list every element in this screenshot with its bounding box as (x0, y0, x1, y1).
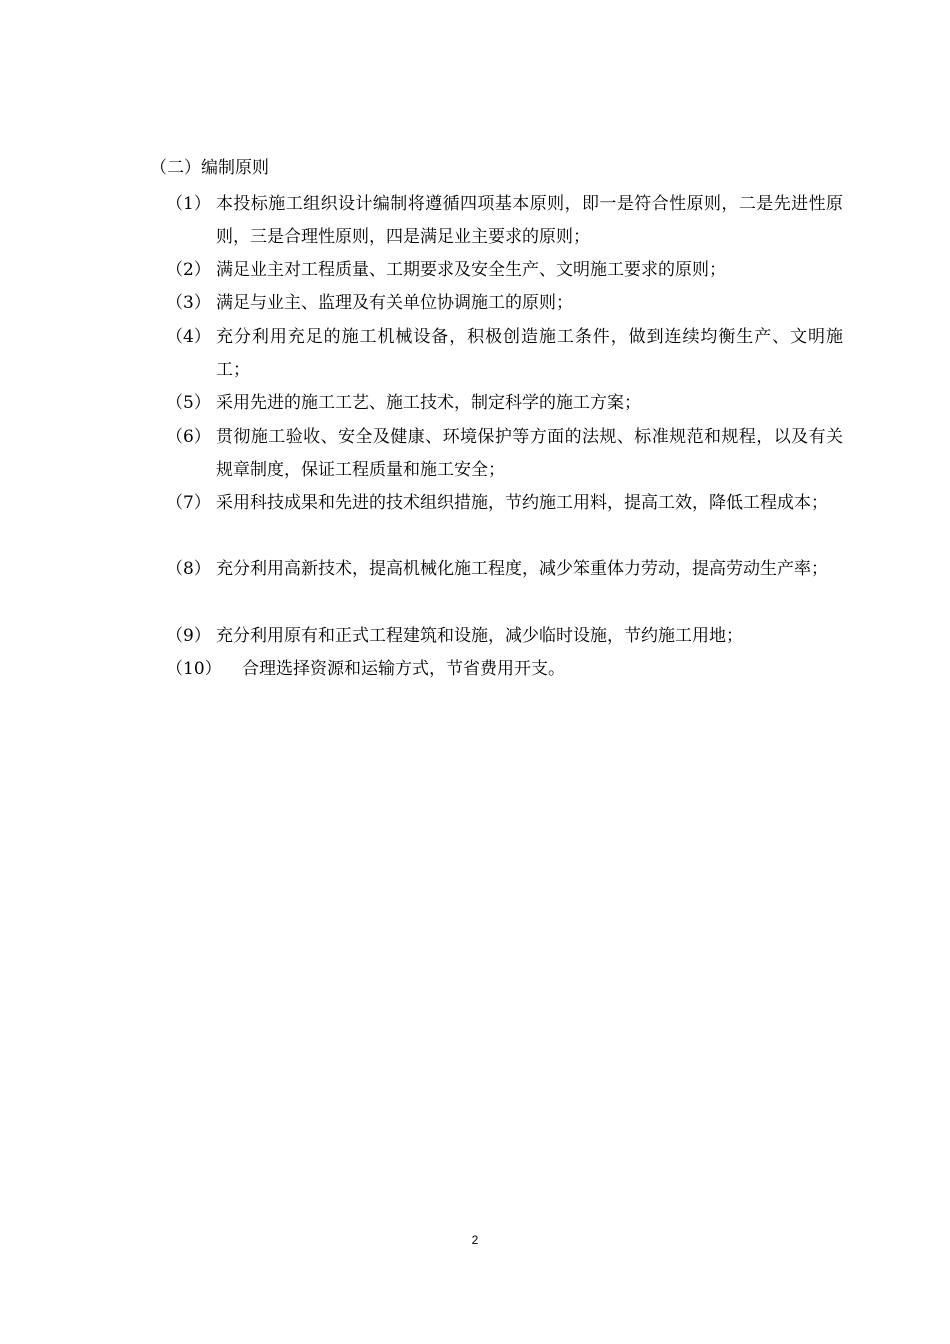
list-item-text: 满足业主对工程质量、工期要求及安全生产、文明施工要求的原则； (216, 260, 726, 280)
list-item-number: （10） (166, 659, 222, 679)
list-item (150, 620, 850, 653)
list-item-text: 充分利用原有和正式工程建筑和设施，减少临时设施，节约施工用地； (216, 626, 743, 646)
list-item-text: 采用先进的施工工艺、施工技术，制定科学的施工方案； (216, 393, 641, 413)
list-item-number: （3） (166, 293, 211, 313)
list-item-number: （5） (166, 393, 211, 413)
list-item-number: （6） (166, 427, 211, 447)
list-item-text: 采用科技成果和先进的技术组织措施，节约施工用料，提高工效，降低工程成本； (216, 493, 828, 513)
list-item-number: （8） (166, 559, 211, 579)
list-item (150, 188, 850, 254)
list-item-number: （1） (166, 194, 211, 214)
list-item-text: 充分利用高新技术，提高机械化施工程度，减少笨重体力劳动，提高劳动生产率； (216, 559, 828, 579)
list-item-number: （7） (166, 493, 211, 513)
list-item-text: 充分利用充足的施工机械设备，积极创造施工条件，做到连续均衡生产、文明施工； (216, 327, 843, 380)
list-item (150, 387, 850, 420)
list-item-number: （2） (166, 260, 211, 280)
list-item-text: 合理选择资源和运输方式，节省费用开支。 (242, 659, 565, 679)
list-item (150, 254, 850, 287)
list-item (150, 487, 850, 520)
list-item-number: （4） (166, 327, 211, 347)
list-item-text: 满足与业主、监理及有关单位协调施工的原则； (216, 293, 573, 313)
list-item (150, 321, 850, 387)
list-item-number: （9） (166, 626, 211, 646)
page-number: 2 (471, 1233, 479, 1247)
list-item (150, 653, 850, 686)
list-item (150, 421, 850, 487)
list-item (150, 553, 850, 586)
section-heading: （二）编制原则 (150, 158, 269, 178)
list-item (150, 287, 850, 320)
list-item-text: 贯彻施工验收、安全及健康、环境保护等方面的法规、标准规范和规程，以及有关规章制度，保证工程质量和施工安全； (216, 427, 843, 480)
list-item-text: 本投标施工组织设计编制将遵循四项基本原则，即一是符合性原则，二是先进性原则，三是合理性原则，四是满足业主要求的原则； (216, 194, 843, 247)
